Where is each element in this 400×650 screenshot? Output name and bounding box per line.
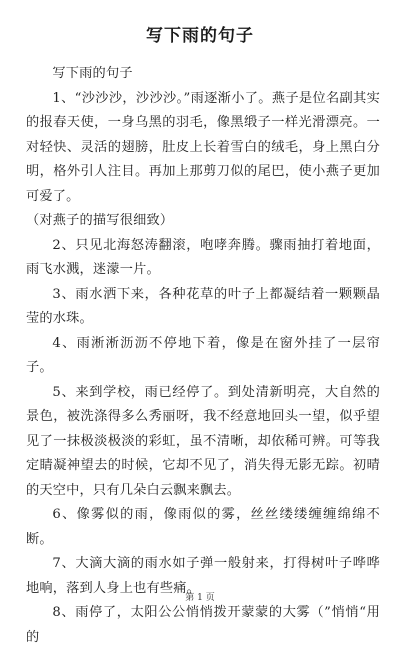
sentence-5: 5、来到学校，雨已经停了。到处清新明亮，大自然的景色，被洗涤得多么秀丽呀，我不经意地回头一望，似乎望见了一抹极淡极淡的彩虹，虽不清晰，却依稀可辨。可等我定睛凝神望去的时候，它却不见了，消失得无影无踪。初晴的天空中，只有几朵白云飘来飘去。 bbox=[26, 384, 380, 498]
sentence-7: 7、大滴大滴的雨水如子弹一般射来，打得树叶子哗哗地响，落到人身上也有些痛。 bbox=[26, 556, 380, 596]
sentence-1-note: （对燕子的描写很细致） bbox=[26, 213, 174, 228]
sentence-3: 3、雨水洒下来，各种花草的叶子上都凝结着一颗颗晶莹的水珠。 bbox=[26, 286, 380, 326]
sentence-6: 6、像雾似的雨，像雨似的雾，丝丝缕缕缠缠绵绵不断。 bbox=[26, 507, 380, 547]
sentence-8: 8、雨停了，太阳公公悄悄拨开蒙蒙的大雾（”悄悄“用的 bbox=[26, 605, 380, 645]
document-title: 写下雨的句子 bbox=[146, 26, 254, 46]
sentence-1: 1、“沙沙沙，沙沙沙。”雨逐渐小了。燕子是位名副其实的报春天使，一身乌黑的羽毛，像黑缎子一样光滑漂亮。一对轻快、灵活的翅膀，肚皮上长着雪白的绒毛，身上黑白分明，格外引人注目。再加上那剪刀似的尾巴，使小燕子更加可爱了。 bbox=[26, 90, 380, 204]
document-body bbox=[26, 62, 380, 650]
sentence-2: 2、只见北海怒涛翻滚，咆哮奔腾。骤雨抽打着地面，雨飞水溅，迷濛一片。 bbox=[26, 237, 380, 277]
sentence-4: 4、雨淅淅沥沥不停地下着，像是在窗外挂了一层帘子。 bbox=[26, 335, 380, 375]
document-subtitle: 写下雨的句子 bbox=[52, 66, 133, 81]
page-number: 第 1 页 bbox=[185, 593, 215, 603]
